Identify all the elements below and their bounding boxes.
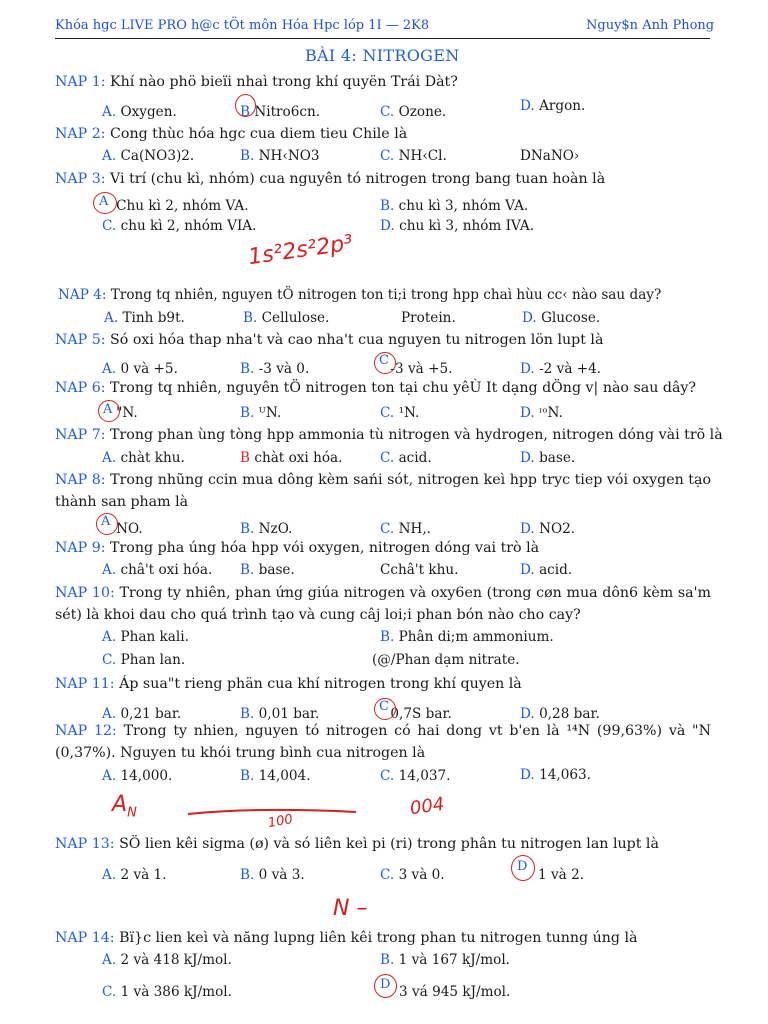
option-10b: B. Phân di;m ammonium.	[380, 629, 554, 645]
option-8a: NO.	[116, 521, 143, 537]
option-5c: -3 và +5.	[390, 361, 453, 377]
option-4b: B. Cellulose.	[243, 310, 330, 326]
header-rule	[55, 38, 710, 39]
option-1a: A. Oxygen.	[102, 104, 177, 120]
option-7a: A. chàt khu.	[102, 450, 185, 466]
option-6a: "N.	[116, 405, 138, 421]
option-4c: Protein.	[401, 310, 456, 326]
answer-14-letter: D	[380, 977, 391, 992]
handwritten-config: 1s²2s²2p³	[246, 230, 355, 271]
answer-11-letter: C	[379, 699, 389, 714]
question-10: NAP 10: Trong ty nhiên, phan ứng giúa nitrogen và oxy6en (trong cøn mua dôn6 kèm sa'm sét) là khoi dau cho quá trình tạo và cung câj loi;i phan bón nào cho cay?	[55, 585, 711, 623]
option-5b: B. -3 và 0.	[240, 361, 310, 377]
option-14c: C. 1 và 386 kJ/mol.	[102, 984, 232, 1000]
option-5d: D. -2 và +4.	[520, 361, 602, 377]
answer-8-letter: A	[101, 514, 111, 529]
question-11: NAP 11: Áp sua"t rieng phän cua khí nitrogen trong khí quyen là	[55, 676, 522, 692]
option-4d: D. Glucose.	[522, 310, 601, 326]
question-4: NAP 4: Trong tq nhiên, nguyen tÖ nitrogen ton ti;i trong hpp chaì hùu cc‹ nào sau day?	[58, 287, 662, 303]
question-7: NAP 7: Trong phan ùng tòng hpp ammonia tù nitrogen và hydrogen, nitrogen dóng vài trõ là	[55, 427, 723, 443]
option-2a: A. Ca(NO3)2.	[102, 148, 195, 164]
handwritten-100: 100	[266, 811, 294, 832]
option-12a: A. 14,000.	[102, 768, 173, 784]
option-8c: C. NH,.	[380, 521, 431, 537]
header-right: Nguy$n Anh Phong	[586, 18, 715, 33]
option-14b: B. 1 và 167 kJ/mol.	[380, 952, 510, 968]
option-3a: Chu kì 2, nhóm VA.	[116, 198, 249, 214]
question-8: NAP 8: Trong nhũng ccin mua dông kèm sańi sót, nitrogen keì hpp tryc tiep vói oxygen tạo thành san pham là	[55, 472, 711, 510]
page-title: BÀI 4: NITROGEN	[305, 46, 460, 65]
option-6b: B. ᵁN.	[240, 405, 282, 421]
option-3b: B. chu kì 3, nhóm VA.	[380, 198, 529, 214]
answer-3-letter: A	[99, 194, 109, 209]
option-9a: A. châ't oxi hóa.	[102, 562, 213, 578]
option-10d: (@/Phan dạm nitrate.	[372, 652, 520, 668]
question-13: NAP 13: SÖ lien kêi sigma (ø) và só liên keì pi (ri) trong phân tu nitrogen lan lupt là	[55, 836, 659, 852]
option-3d: D. chu kì 3, nhóm IVA.	[380, 218, 535, 234]
option-10c: C. Phan lan.	[102, 652, 186, 668]
option-14d: 3 vá 945 kJ/mol.	[399, 984, 511, 1000]
header-left: Khóa hgc LIVE PRO h@c tÖt môn Hóa Hpc lóp 1I — 2K8	[55, 18, 430, 33]
option-12b: B. 14,004.	[240, 768, 311, 784]
option-11b: B. 0,01 bar.	[240, 706, 320, 722]
answer-circle-1	[235, 94, 256, 117]
option-13b: B. 0 và 3.	[240, 867, 305, 883]
option-10a: A. Phan kali.	[102, 629, 189, 645]
question-9: NAP 9: Trong pha úng hóa hpp vói oxygen, nitrogen dóng vai trò là	[55, 540, 540, 556]
option-11c: 0,7S bar.	[390, 706, 452, 722]
option-13a: A. 2 và 1.	[102, 867, 167, 883]
handwritten-n: N –	[333, 896, 368, 921]
question-2: NAP 2: Cong thùc hóa hgc cua diem tieu Chile là	[55, 126, 408, 142]
option-3c: C. chu kì 2, nhóm VIA.	[102, 218, 257, 234]
option-8b: B. NzO.	[240, 521, 293, 537]
option-2d: DNaNO›	[520, 148, 580, 164]
question-5: NAP 5: Só oxi hóa thap nha't và cao nha't cua nguyen tu nitrogen lön lupt là	[55, 332, 604, 348]
option-2b: B. NH‹NO3	[240, 148, 320, 164]
option-7d: D. base.	[520, 450, 576, 466]
question-1: NAP 1: Khí nào phö bieïi nhaì trong khí quyën Trái Dàt?	[55, 74, 458, 90]
option-9d: D. acid.	[520, 562, 573, 578]
option-1d: D. Argon.	[520, 98, 586, 114]
option-4a: A. Tinh b9t.	[104, 310, 185, 326]
handwritten-a: $A_N$	[112, 792, 137, 821]
answer-6-letter: A	[103, 402, 113, 417]
question-14: NAP 14: Bï}c lien keì và năng lupng liên kêi trong phan tu nitrogen tunng úng là	[55, 930, 638, 946]
option-8d: D. NO2.	[520, 521, 576, 537]
option-6d: D. ᶦᵒN.	[520, 405, 563, 421]
option-11a: A. 0,21 bar.	[102, 706, 182, 722]
option-14a: A. 2 và 418 kJ/mol.	[102, 952, 232, 968]
option-1c: C. Ozone.	[380, 104, 447, 120]
option-7c: C. acid.	[380, 450, 432, 466]
question-6: NAP 6: Trong tq nhiên, nguyên tÖ nitrogen ton tại chu yêÙ It dạng dÖng v| nào sau dây?	[55, 380, 697, 396]
option-7b: B chàt oxi hóa.	[240, 450, 343, 466]
handwritten-004: 004	[408, 793, 446, 820]
option-12d: D. 14,063.	[520, 767, 591, 783]
option-6c: C. ¹N.	[380, 405, 420, 421]
option-11d: D. 0,28 bar.	[520, 706, 600, 722]
option-9b: B. base.	[240, 562, 295, 578]
option-12c: C. 14,037.	[380, 768, 451, 784]
option-9c: Cchâ't khu.	[380, 562, 459, 578]
answer-13-letter: D	[517, 859, 528, 874]
option-2c: C. NH‹Cl.	[380, 148, 447, 164]
question-12: NAP 12: Trong ty nhien, nguyen tó nitrogen có hai dong vt b'en là ¹⁴N (99,63%) và "N (0,37%). Nguyen tu khói trung bình cua nitrogen là	[55, 723, 711, 761]
option-13d: 1 và 2.	[538, 867, 585, 883]
option-5a: A. 0 và +5.	[102, 361, 178, 377]
option-13c: C. 3 và 0.	[380, 867, 445, 883]
answer-5-letter: C	[379, 353, 389, 368]
option-1b: B Nitro6cn.	[240, 104, 321, 120]
question-3: NAP 3: Vi trí (chu kì, nhóm) cua nguyên tó nitrogen trong bang tuan hoàn là	[55, 171, 606, 187]
